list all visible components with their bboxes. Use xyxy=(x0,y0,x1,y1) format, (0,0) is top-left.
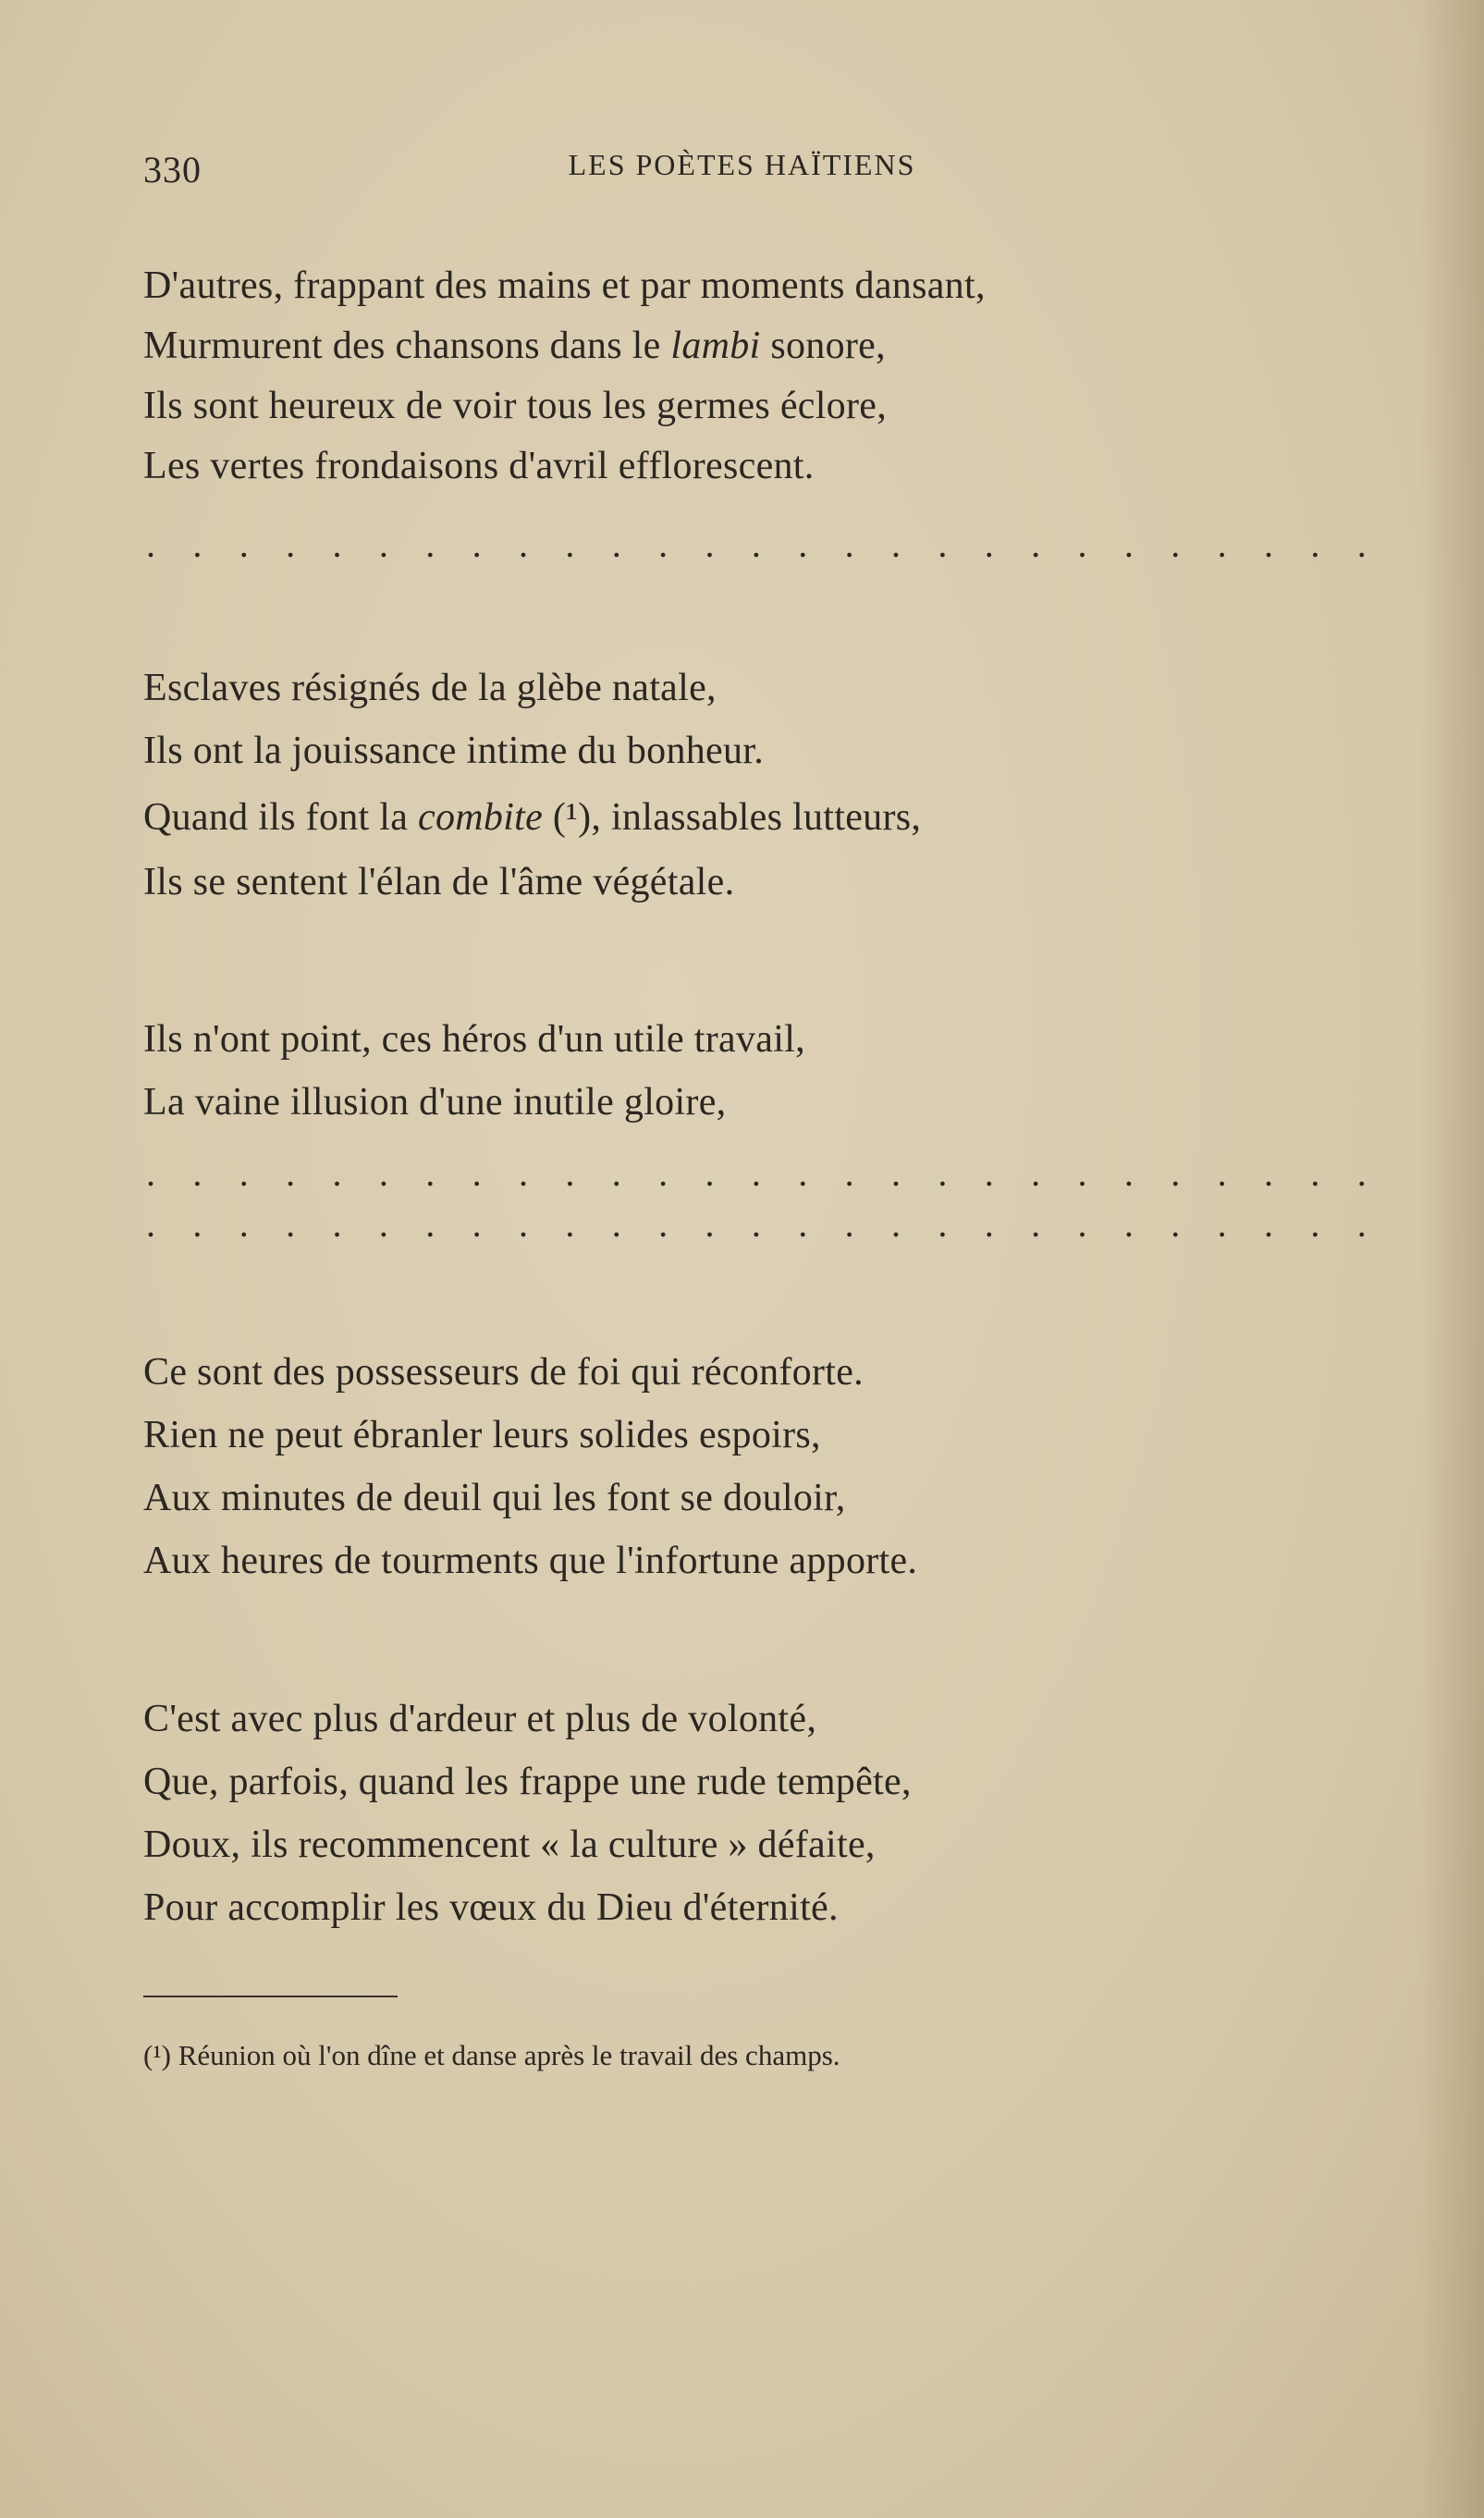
verse-line: D'autres, frappant des mains et par moments dansant, xyxy=(143,264,986,307)
ellipsis-dot: . xyxy=(984,1152,994,1194)
ellipsis-dot: . xyxy=(1171,1203,1181,1245)
ellipsis-dot: . xyxy=(1356,1152,1367,1194)
verse-text: sonore, xyxy=(760,325,886,367)
ellipsis-dot: . xyxy=(751,1152,761,1194)
ellipsis-row xyxy=(146,1151,1367,1195)
footnote-text: Réunion où l'on dîne et danse après le travail des champs. xyxy=(170,2039,840,2071)
italic-word: lambi xyxy=(670,325,761,367)
ellipsis-dot: . xyxy=(425,523,435,565)
ellipsis-dot: . xyxy=(286,1152,296,1194)
ellipsis-dot: . xyxy=(751,1203,761,1245)
ellipsis-dot: . xyxy=(611,523,621,565)
ellipsis-dot: . xyxy=(844,523,854,565)
ellipsis-dot: . xyxy=(286,523,296,565)
ellipsis-dot: . xyxy=(519,1152,528,1194)
page-number: 330 xyxy=(143,149,202,190)
ellipsis-dot: . xyxy=(146,1152,155,1194)
verse-line: Rien ne peut ébranler leurs solides espoirs, xyxy=(143,1414,821,1456)
ellipsis-dot: . xyxy=(984,523,994,565)
verse-line: Ils ont la jouissance intime du bonheur. xyxy=(143,730,765,772)
ellipsis-dot: . xyxy=(1077,523,1087,565)
ellipsis-dot: . xyxy=(1123,1203,1134,1245)
ellipsis-dot: . xyxy=(239,1152,249,1194)
ellipsis-dot: . xyxy=(938,1152,948,1194)
footnote xyxy=(143,2034,1373,2076)
verse-line: Ce sont des possesseurs de foi qui réconforte. xyxy=(143,1351,864,1394)
ellipsis-dot: . xyxy=(1077,1152,1087,1194)
ellipsis-dot: . xyxy=(1310,523,1320,565)
verse-line: Ils se sentent l'élan de l'âme végétale. xyxy=(143,861,735,903)
ellipsis-dot: . xyxy=(565,523,575,565)
running-title: LES POÈTES HAÏTIENS xyxy=(568,148,916,181)
ellipsis-dot: . xyxy=(1031,523,1041,565)
ellipsis-dot: . xyxy=(332,523,342,565)
ellipsis-dot: . xyxy=(146,1203,155,1245)
page-edge-shadow xyxy=(1419,0,1484,2518)
verse-line: Aux minutes de deuil qui les font se douloir, xyxy=(143,1477,846,1519)
ellipsis-dot: . xyxy=(984,1203,994,1245)
ellipsis-dot: . xyxy=(611,1152,621,1194)
ellipsis-dot: . xyxy=(192,1152,202,1194)
ellipsis-dot: . xyxy=(332,1203,342,1245)
verse-text: (¹), inlassables lutteurs, xyxy=(543,796,922,839)
verse-line: C'est avec plus d'ardeur et plus de volonté, xyxy=(143,1698,817,1740)
ellipsis-dot: . xyxy=(798,523,808,565)
ellipsis-dot: . xyxy=(1123,1152,1134,1194)
ellipsis-dot: . xyxy=(658,523,668,565)
ellipsis-dot: . xyxy=(1217,1203,1227,1245)
ellipsis-dot: . xyxy=(844,1203,854,1245)
ellipsis-dot: . xyxy=(705,523,715,565)
ellipsis-dot: . xyxy=(425,1203,435,1245)
ellipsis-dot: . xyxy=(192,1203,202,1245)
ellipsis-dot: . xyxy=(1077,1203,1087,1245)
ellipsis-dot: . xyxy=(1310,1152,1320,1194)
ellipsis-dot: . xyxy=(938,1203,948,1245)
ellipsis-dot: . xyxy=(1217,1152,1227,1194)
verse-line: La vaine illusion d'une inutile gloire, xyxy=(143,1081,727,1124)
ellipsis-dot: . xyxy=(891,523,901,565)
ellipsis-dot: . xyxy=(146,523,155,565)
italic-word: combite xyxy=(418,796,544,839)
ellipsis-dot: . xyxy=(938,523,948,565)
ellipsis-dot: . xyxy=(239,1203,249,1245)
ellipsis-dot: . xyxy=(658,1203,668,1245)
ellipsis-dot: . xyxy=(705,1152,715,1194)
ellipsis-dot: . xyxy=(472,1203,482,1245)
ellipsis-dot: . xyxy=(1171,1152,1181,1194)
ellipsis-dot: . xyxy=(332,1152,342,1194)
ellipsis-dot: . xyxy=(611,1203,621,1245)
verse-line: Ils n'ont point, ces héros d'un utile travail, xyxy=(143,1018,805,1061)
ellipsis-dot: . xyxy=(519,1203,528,1245)
ellipsis-dot: . xyxy=(844,1152,854,1194)
ellipsis-dot: . xyxy=(1264,1152,1273,1194)
verse-line: Pour accomplir les vœux du Dieu d'éternité. xyxy=(143,1886,839,1929)
ellipsis-row xyxy=(146,522,1367,566)
ellipsis-dot: . xyxy=(1123,523,1134,565)
verse-text: Quand ils font la xyxy=(143,796,419,839)
ellipsis-dot: . xyxy=(519,523,528,565)
ellipsis-dot: . xyxy=(1356,1203,1367,1245)
ellipsis-dot: . xyxy=(1171,523,1181,565)
ellipsis-dot: . xyxy=(798,1152,808,1194)
ellipsis-dot: . xyxy=(239,523,249,565)
ellipsis-dot: . xyxy=(192,523,202,565)
ellipsis-row xyxy=(146,1202,1367,1246)
ellipsis-dot: . xyxy=(1264,1203,1273,1245)
verse-line xyxy=(143,795,921,840)
verse-line xyxy=(143,324,886,368)
ellipsis-dot: . xyxy=(798,1203,808,1245)
footnote-marker: (¹) xyxy=(143,2039,171,2071)
ellipsis-dot: . xyxy=(705,1203,715,1245)
ellipsis-dot: . xyxy=(472,1152,482,1194)
ellipsis-dot: . xyxy=(891,1152,901,1194)
ellipsis-dot: . xyxy=(286,1203,296,1245)
verse-line: Aux heures de tourments que l'infortune apporte. xyxy=(143,1540,918,1582)
ellipsis-dot: . xyxy=(565,1152,575,1194)
ellipsis-dot: . xyxy=(1310,1203,1320,1245)
verse-line: Les vertes frondaisons d'avril efflorescent. xyxy=(143,445,815,487)
verse-line: Ils sont heureux de voir tous les germes éclore, xyxy=(143,385,888,427)
ellipsis-dot: . xyxy=(565,1203,575,1245)
ellipsis-dot: . xyxy=(1264,523,1273,565)
ellipsis-dot: . xyxy=(378,1203,388,1245)
ellipsis-dot: . xyxy=(1031,1203,1041,1245)
ellipsis-dot: . xyxy=(1031,1152,1041,1194)
verse-text: Murmurent des chansons dans le xyxy=(143,325,671,367)
footnote-rule xyxy=(143,1996,398,1997)
ellipsis-dot: . xyxy=(472,523,482,565)
verse-line: Esclaves résignés de la glèbe natale, xyxy=(143,667,717,709)
ellipsis-dot: . xyxy=(891,1203,901,1245)
ellipsis-dot: . xyxy=(378,523,388,565)
ellipsis-dot: . xyxy=(378,1152,388,1194)
ellipsis-dot: . xyxy=(1217,523,1227,565)
ellipsis-dot: . xyxy=(658,1152,668,1194)
verse-line: Que, parfois, quand les frappe une rude tempête, xyxy=(143,1761,912,1803)
ellipsis-dot: . xyxy=(425,1152,435,1194)
verse-line: Doux, ils recommencent « la culture » défaite, xyxy=(143,1824,876,1866)
ellipsis-dot: . xyxy=(1356,523,1367,565)
ellipsis-dot: . xyxy=(751,523,761,565)
